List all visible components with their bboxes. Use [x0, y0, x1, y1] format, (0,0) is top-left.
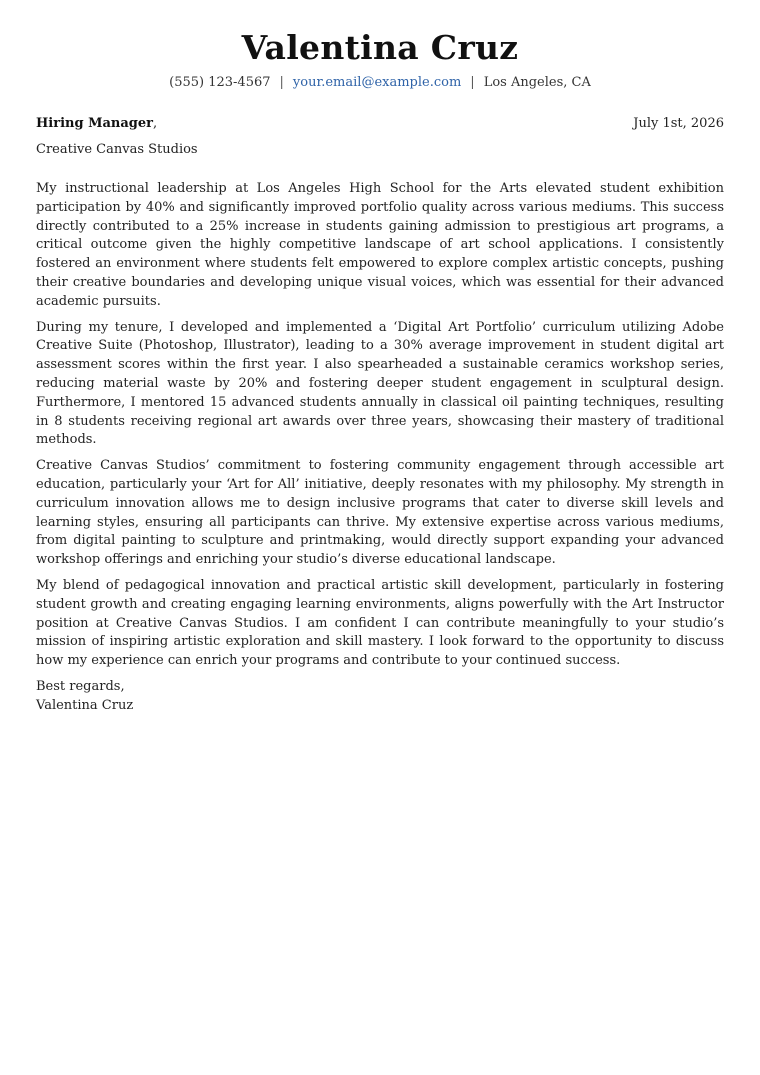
body-paragraph: My blend of pedagogical innovation and practical artistic skill development, particularly in fostering student growth and creating engaging learning environments, aligns powerfully with the Art Instructor position at Creative Canvas Studios. I am confident I can contribute meaningfully to your studio’s mission of inspiring artistic exploration and skill mastery. I look forward to the opportunity to discuss how my experience can enrich your programs and contribute to your continued success.: [36, 577, 724, 669]
closing-signature: Valentina Cruz: [36, 697, 134, 713]
letter-date: July 1st, 2026: [633, 116, 724, 131]
body-paragraph: My instructional leadership at Los Angeles High School for the Arts elevated student exhibition participation by 40% and significantly improved portfolio quality across various mediums. This success directly contributed to a 25% increase in students gaining admission to prestigious art programs, a critical outcome given the highly competitive landscape of art school applications. I consistently fostered an environment where students felt empowered to explore complex artistic concepts, pushing their creative boundaries and developing unique visual voices, which was essential for their advanced academic pursuits.: [36, 181, 724, 309]
recipient-title-text: Hiring Manager: [36, 116, 153, 131]
recipient-comma: ,: [152, 116, 158, 131]
recipient-title: [36, 115, 157, 133]
letter-closing: [36, 678, 724, 716]
phone-number: (555) 123-4567: [169, 75, 271, 90]
contact-separator: |: [470, 75, 475, 90]
body-paragraph: Creative Canvas Studios’ commitment to fostering community engagement through accessible art education, particularly your ‘Art for All’ initiative, deeply resonates with my philosophy. My strength in curriculum innovation allows me to design inclusive programs that cater to diverse skill levels and learning styles, ensuring all participants can thrive. My extensive expertise across various mediums, from digital painting to sculpture and printmaking, would directly support expanding your advanced workshop offerings and enriching your studio’s diverse educational landscape.: [36, 458, 724, 568]
location: Los Angeles, CA: [483, 75, 591, 90]
recipient-company: Creative Canvas Studios: [36, 142, 198, 157]
letter-body: [36, 180, 724, 716]
email-link[interactable]: your.email@example.com: [292, 75, 462, 90]
contact-separator: |: [279, 75, 284, 90]
body-paragraph: During my tenure, I developed and implemented a ‘Digital Art Portfolio’ curriculum utilizing Adobe Creative Suite (Photoshop, Illustrator), leading to a 30% average improvement in student digital art assessment scores within the first year. I also spearheaded a sustainable ceramics workshop series, reducing material waste by 20% and fostering deeper student engagement in sculptural design. Furthermore, I mentored 15 advanced students annually in classical oil painting techniques, resulting in 8 students receiving regional art awards over three years, showcasing their mastery of traditional methods.: [36, 319, 724, 448]
closing-salutation: Best regards,: [36, 678, 125, 694]
contact-line: [0, 74, 760, 92]
applicant-name: Valentina Cruz: [241, 28, 519, 67]
recipient-row: [36, 115, 724, 133]
